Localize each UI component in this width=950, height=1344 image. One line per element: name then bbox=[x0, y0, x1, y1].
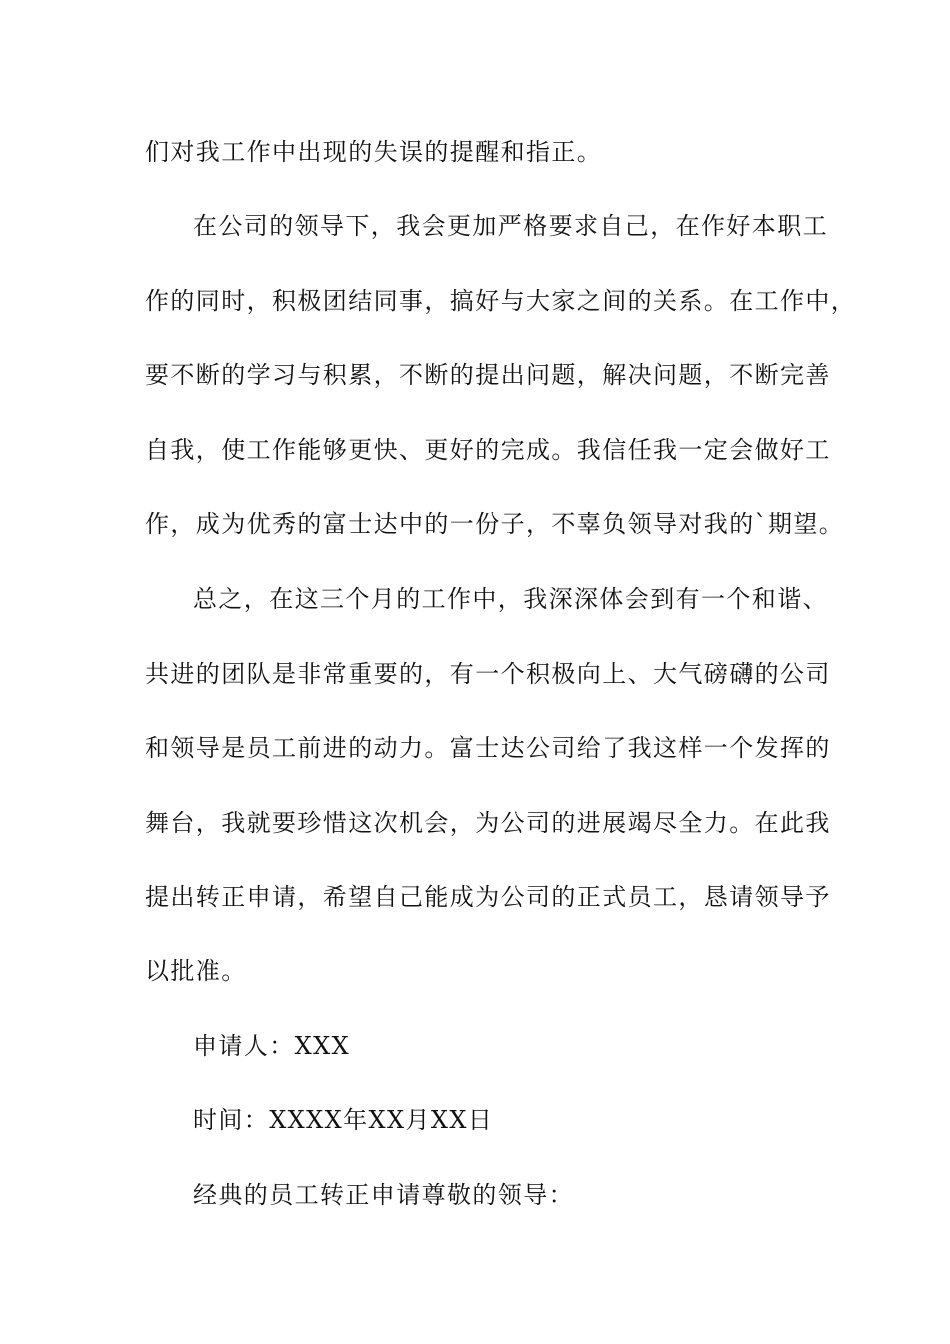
text-line: 自我，使工作能够更快、更好的完成。我信任我一定会做好工 bbox=[145, 436, 831, 464]
text-line: 和领导是员工前进的动力。富士达公司给了我这样一个发挥的 bbox=[145, 734, 831, 762]
text-line: 作的同时，积极团结同事，搞好与大家之间的关系。在工作中， bbox=[145, 287, 857, 315]
applicant-line: 申请人：XXX bbox=[193, 1032, 351, 1060]
date-line: 时间：XXXX年XX月XX日 bbox=[193, 1106, 494, 1134]
paragraph-start: 在公司的领导下，我会更加严格要求自己，在作好本职工 bbox=[193, 212, 828, 240]
text-line: 舞台，我就要珍惜这次机会，为公司的进展竭尽全力。在此我 bbox=[145, 809, 831, 837]
paragraph-start: 总之，在这三个月的工作中，我深深体会到有一个和谐、 bbox=[193, 585, 828, 613]
text-line: 们对我工作中出现的失误的提醒和指正。 bbox=[145, 138, 603, 166]
next-letter-heading: 经典的员工转正申请尊敬的领导： bbox=[193, 1181, 574, 1209]
text-line: 作，成为优秀的富士达中的一份子，不辜负领导对我的`期望。 bbox=[145, 510, 845, 538]
text-line: 要不断的学习与积累，不断的提出问题，解决问题，不断完善 bbox=[145, 361, 831, 389]
text-line: 以批准。 bbox=[145, 957, 247, 985]
text-line: 提出转正申请，希望自己能成为公司的正式员工，恳请领导予 bbox=[145, 883, 831, 911]
text-line: 共进的团队是非常重要的，有一个积极向上、大气磅礴的公司 bbox=[145, 660, 831, 688]
